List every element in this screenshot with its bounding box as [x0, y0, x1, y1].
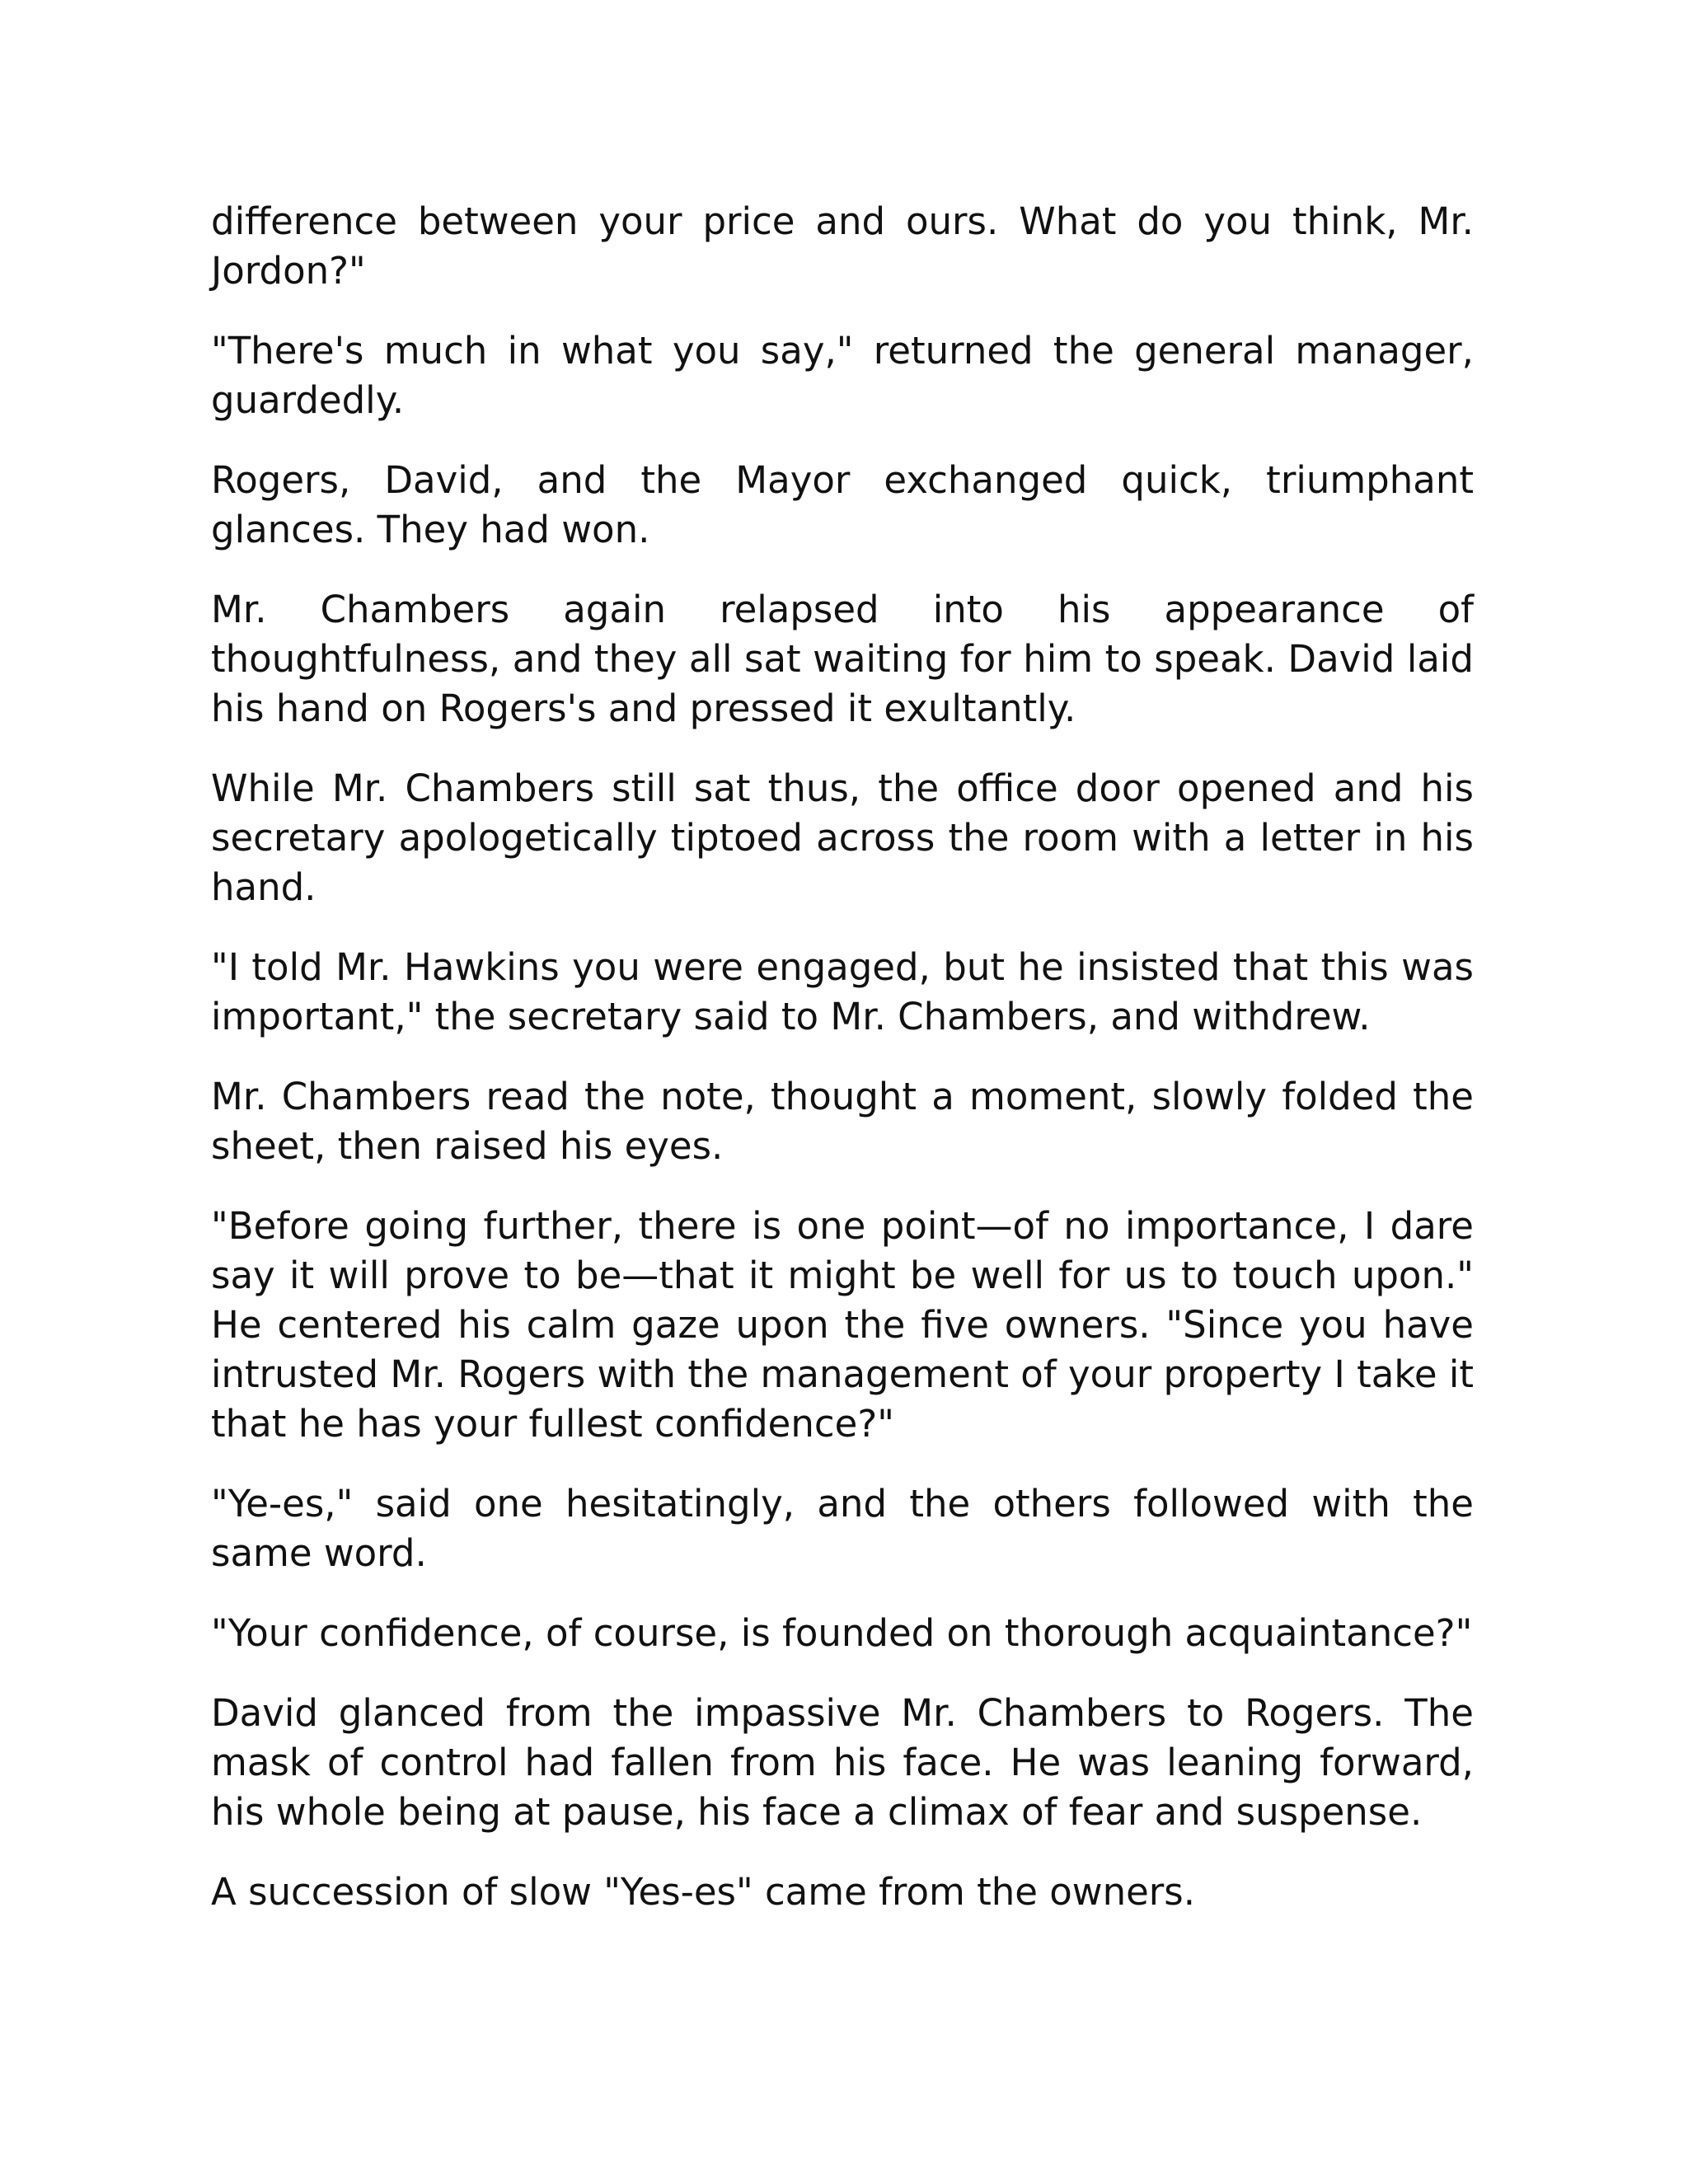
paragraph: "Your confidence, of course, is founded on thorough acquaintance?": [211, 1611, 1473, 1655]
paragraph: "I told Mr. Hawkins you were engaged, but he insisted that this was important," the secretary said to Mr. Chambers, and withdrew.: [211, 945, 1474, 1038]
paragraph: David glanced from the impassive Mr. Chambers to Rogers. The mask of control had fallen from his face. He was leaning forward, his whole being at pause, his face a climax of fear and suspense.: [211, 1691, 1474, 1834]
paragraph: "Ye-es," said one hesitatingly, and the others followed with the same word.: [211, 1482, 1474, 1575]
paragraph: A succession of slow "Yes-es" came from the owners.: [211, 1870, 1196, 1914]
paragraph: "There's much in what you say," returned the general manager, guardedly.: [211, 329, 1474, 422]
paragraph: Rogers, David, and the Mayor exchanged quick, triumphant glances. They had won.: [211, 458, 1474, 551]
paragraph: "Before going further, there is one point—of no importance, I dare say it will prove to be—that it might be well for us to touch upon." He centered his calm gaze upon the five owners. "Since you have intrusted Mr. Rogers with the management of your property I take it that he has your fullest confidence?": [211, 1204, 1474, 1446]
paragraph: While Mr. Chambers still sat thus, the office door opened and his secretary apologetically tiptoed across the room with a letter in his hand.: [211, 766, 1474, 909]
paragraph: Mr. Chambers read the note, thought a moment, slowly folded the sheet, then raised his eyes.: [211, 1075, 1474, 1168]
paragraph: Mr. Chambers again relapsed into his appearance of thoughtfulness, and they all sat waiting for him to speak. David laid his hand on Rogers's and pressed it exultantly.: [211, 588, 1474, 730]
body-text: [211, 197, 1474, 1947]
paragraph: difference between your price and ours. What do you think, Mr. Jordon?": [211, 199, 1474, 293]
